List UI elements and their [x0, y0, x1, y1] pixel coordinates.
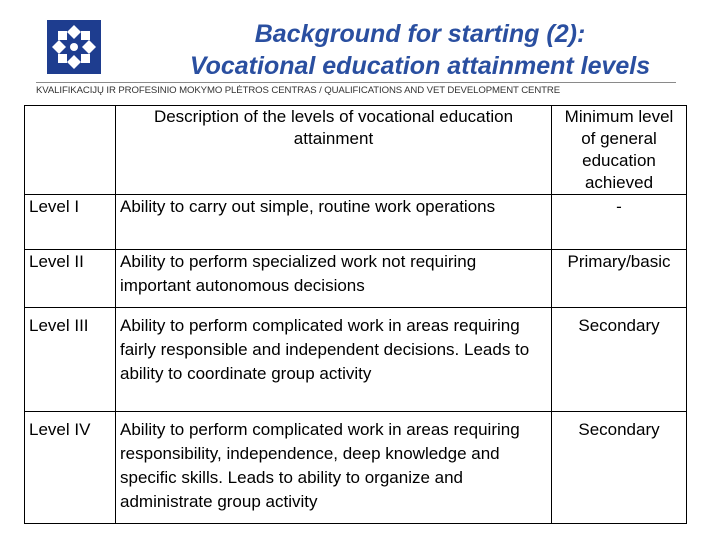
table-header-row — [25, 106, 687, 195]
description-cell: Ability to carry out simple, routine work operations — [116, 195, 552, 250]
table-row — [25, 250, 687, 308]
page-title — [120, 18, 720, 82]
description-cell: Ability to perform complicated work in areas requiring responsibility, independence, deep knowledge and specific skills. Leads to ability to organize and administrate group activity — [116, 412, 552, 524]
level-cell: Level IV — [25, 412, 116, 524]
header-description: Description of the levels of vocational education attainment — [116, 106, 552, 195]
header-divider — [36, 82, 676, 83]
table-row — [25, 412, 687, 524]
minimum-level-cell: Primary/basic — [552, 250, 687, 308]
header-minimum-level: Minimum level of general education achieved — [552, 106, 687, 195]
description-cell: Ability to perform complicated work in areas requiring fairly responsible and independent decisions. Leads to ability to coordinate group activity — [116, 308, 552, 412]
minimum-level-cell: - — [552, 195, 687, 250]
table-row — [25, 195, 687, 250]
minimum-level-cell: Secondary — [552, 308, 687, 412]
organization-name: KVALIFIKACIJŲ IR PROFESINIO MOKYMO PLĖTROS CENTRAS / QUALIFICATIONS AND VET DEVELOPMENT CENTRE — [36, 85, 561, 96]
description-cell: Ability to perform specialized work not requiring important autonomous decisions — [116, 250, 552, 308]
level-cell: Level III — [25, 308, 116, 412]
level-cell: Level II — [25, 250, 116, 308]
minimum-level-cell: Secondary — [552, 412, 687, 524]
title-line-2: Vocational education attainment levels — [189, 52, 651, 80]
title-line-1: Background for starting (2): — [254, 20, 586, 48]
table-row — [25, 308, 687, 412]
attainment-levels-table — [24, 105, 687, 524]
header-level — [25, 106, 116, 195]
organization-logo-icon — [47, 20, 101, 74]
level-cell: Level I — [25, 195, 116, 250]
